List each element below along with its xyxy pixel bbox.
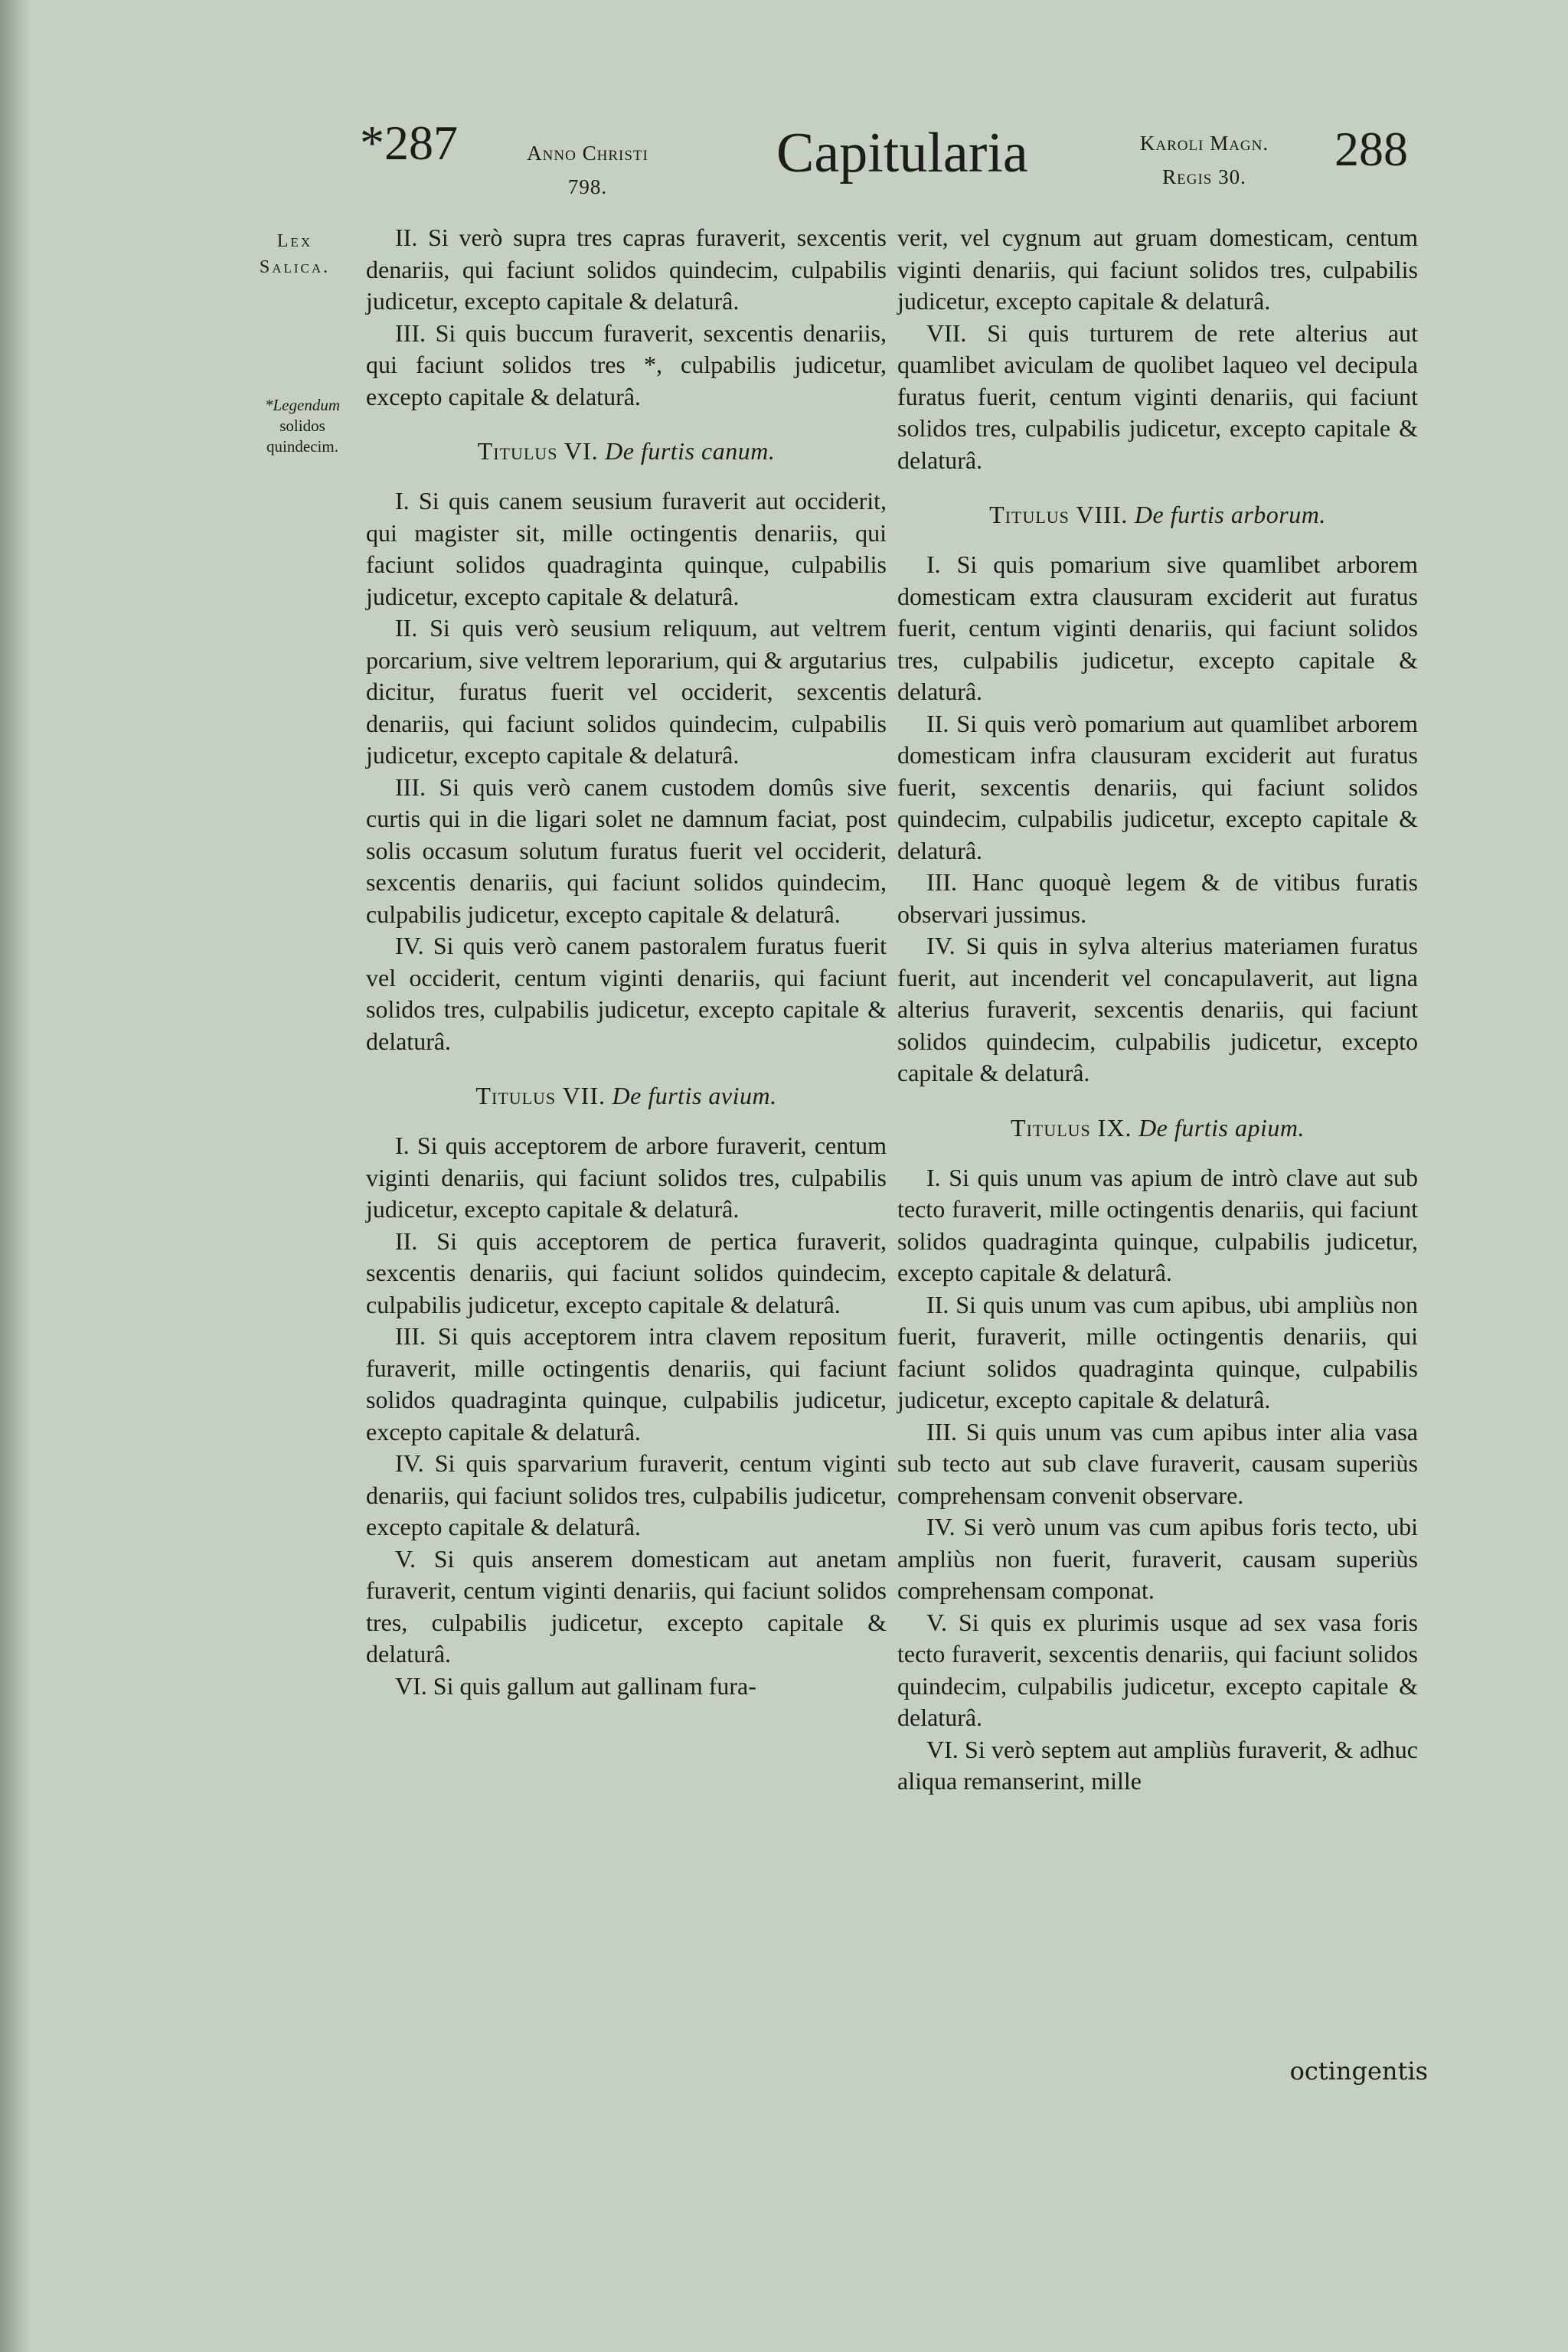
karoli-line-1: Karoli Magn.	[1139, 132, 1269, 155]
anno-line-1: Anno Christi	[527, 142, 648, 165]
paragraph: IV. Si quis verò canem pastoralem furatus fuerit vel occiderit, centum viginti denariis, qui faciunt solidos tres, culpabilis judicetur, excepto capitale & delaturâ.	[366, 932, 887, 1055]
paragraph: III. Si quis buccum furaverit, sexcentis denariis, qui faciunt solidos tres *, culpabilis judicetur, excepto capitale & delaturâ.	[366, 318, 887, 410]
section-heading-label: Titulus VIII.	[989, 501, 1129, 528]
book-binding-shadow	[0, 0, 31, 2352]
paragraph: VI. Si quis gallum aut gallinam fura-	[395, 1671, 756, 1700]
paragraph: III. Hanc quoquè legem & de vitibus furatis observari jussimus.	[897, 868, 1418, 928]
paragraph: II. Si quis verò pomarium aut quamlibet arborem domesticam infra clausuram exciderit aut furatus fuerit, sexcentis denariis, qui faciunt solidos quindecim, culpabilis judicetur, excepto capitale & delaturâ.	[897, 709, 1418, 864]
paragraph: verit, vel cygnum aut gruam domesticam, centum viginti denariis, qui faciunt solidos tres, culpabilis judicetur, excepto capitale & delaturâ.	[897, 224, 1418, 315]
karoli-heading	[1093, 126, 1315, 194]
section-heading	[897, 499, 1418, 531]
section-heading-title: De furtis canum.	[605, 437, 776, 465]
margin-note-legendum	[245, 395, 360, 457]
section-heading-title: De furtis arborum.	[1134, 501, 1326, 528]
paragraph: IV. Si quis sparvarium furaverit, centum viginti denariis, qui faciunt solidos tres, culpabilis judicetur, excepto capitale & delaturâ.	[366, 1449, 887, 1540]
anno-christi-heading	[490, 136, 685, 204]
right-text-column	[897, 222, 1418, 1798]
left-text-column	[366, 222, 887, 1702]
paragraph: II. Si quis unum vas cum apibus, ubi ampliùs non fuerit, furaverit, mille octingentis denariis, qui faciunt solidos quadraginta quinque, culpabilis judicetur, excepto capitale & delaturâ.	[897, 1290, 1418, 1413]
paragraph: V. Si quis anserem domesticam aut anetam furaverit, centum viginti denariis, qui faciunt solidos tres, culpabilis judicetur, excepto capitale & delaturâ.	[366, 1544, 887, 1668]
paragraph: II. Si quis verò seusium reliquum, aut veltrem porcarium, sive veltrem leporarium, qui & argutarius dicitur, furatus fuerit vel occiderit, sexcentis denariis, qui faciunt solidos quindecim, culpabilis judicetur, excepto capitale & delaturâ.	[366, 614, 887, 769]
paragraph: III. Si quis verò canem custodem domûs sive curtis qui in die ligari solet ne damnum faciat, post solis occasum solutum furatus fuerit vel occiderit, sexcentis denariis, qui faciunt solidos quindecim, culpabilis judicetur, excepto capitale & delaturâ.	[366, 773, 887, 928]
paragraph: I. Si quis acceptorem de arbore furaverit, centum viginti denariis, qui faciunt solidos tres, culpabilis judicetur, excepto capitale & delaturâ.	[366, 1132, 887, 1223]
section-heading-label: Titulus IX.	[1011, 1113, 1132, 1142]
section-heading	[366, 436, 887, 467]
paragraph: VII. Si quis turturem de rete alterius aut quamlibet aviculam de quolibet laqueo vel decipula furatus fuerit, centum viginti denariis, qui faciunt solidos tres, culpabilis judicetur, excepto capitale & delaturâ.	[897, 318, 1418, 474]
section-heading-title: De furtis avium.	[612, 1082, 777, 1109]
margin-note-line: Salica.	[259, 257, 331, 277]
right-page-number: 288	[1334, 122, 1408, 176]
paragraph: I. Si quis pomarium sive quamlibet arborem domesticam extra clausuram exciderit aut furatus fuerit, centum viginti denariis, qui faciunt solidos tres, culpabilis judicetur, excepto capitale & delaturâ.	[897, 550, 1418, 705]
paragraph: I. Si quis unum vas apium de intrò clave aut sub tecto furaverit, mille octingentis denariis, qui faciunt solidos quadraginta quinque, culpabilis judicetur, excepto capitale & delaturâ.	[897, 1163, 1418, 1286]
paragraph: III. Si quis acceptorem intra clavem repositum furaverit, mille octingentis denariis, qui faciunt solidos quadraginta quinque, culpabilis judicetur, excepto capitale & delaturâ.	[366, 1322, 887, 1446]
margin-note-lex-salica	[245, 228, 345, 280]
paragraph: V. Si quis ex plurimis usque ad sex vasa foris tecto furaverit, sexcentis denariis, qui faciunt solidos quindecim, culpabilis judicetur, excepto capitale & delaturâ.	[897, 1608, 1418, 1731]
paragraph: III. Si quis unum vas cum apibus inter alia vasa sub tecto aut sub clave furaverit, causam superiùs comprehensam convenit observare.	[897, 1417, 1418, 1509]
paragraph: IV. Si verò unum vas cum apibus foris tecto, ubi ampliùs non fuerit, furaverit, causam superiùs comprehensam componat.	[897, 1513, 1418, 1604]
section-heading-label: Titulus VI.	[477, 437, 599, 465]
anno-line-2: 798.	[567, 175, 608, 198]
margin-note-line: quindecim.	[266, 437, 338, 456]
paragraph: I. Si quis canem seusium furaverit aut occiderit, qui magister sit, mille octingentis denariis, qui faciunt solidos quadraginta quinque, culpabilis judicetur, excepto capitale & delaturâ.	[366, 487, 887, 610]
section-heading	[366, 1080, 887, 1112]
paragraph: II. Si quis acceptorem de pertica furaverit, sexcentis denariis, qui faciunt solidos quindecim, culpabilis judicetur, excepto capitale & delaturâ.	[366, 1227, 887, 1318]
running-title: Capitularia	[776, 122, 1028, 185]
section-heading-title: De furtis apium.	[1138, 1113, 1305, 1142]
section-heading	[897, 1112, 1418, 1144]
paragraph: IV. Si quis in sylva alterius materiamen furatus fuerit, aut incenderit vel concapulaverit, aut ligna alterius furaverit, sexcentis denariis, qui faciunt solidos quindecim, culpabilis judicetur, excepto capitale & delaturâ.	[897, 932, 1418, 1086]
catchword: octingentis	[1289, 2056, 1428, 2086]
section-heading-label: Titulus VII.	[475, 1082, 606, 1109]
left-page-number: *287	[360, 116, 458, 170]
margin-note-line: solidos	[279, 416, 325, 435]
margin-note-line: Lex	[276, 231, 313, 251]
paragraph: II. Si verò supra tres capras furaverit, sexcentis denariis, qui faciunt solidos quindecim, culpabilis judicetur, excepto capitale & delaturâ.	[366, 224, 887, 315]
margin-note-line: *Legendum	[265, 396, 340, 414]
karoli-line-2: Regis 30.	[1162, 165, 1246, 188]
paragraph: VI. Si verò septem aut ampliùs furaverit, & adhuc aliqua remanserint, mille	[897, 1735, 1418, 1795]
